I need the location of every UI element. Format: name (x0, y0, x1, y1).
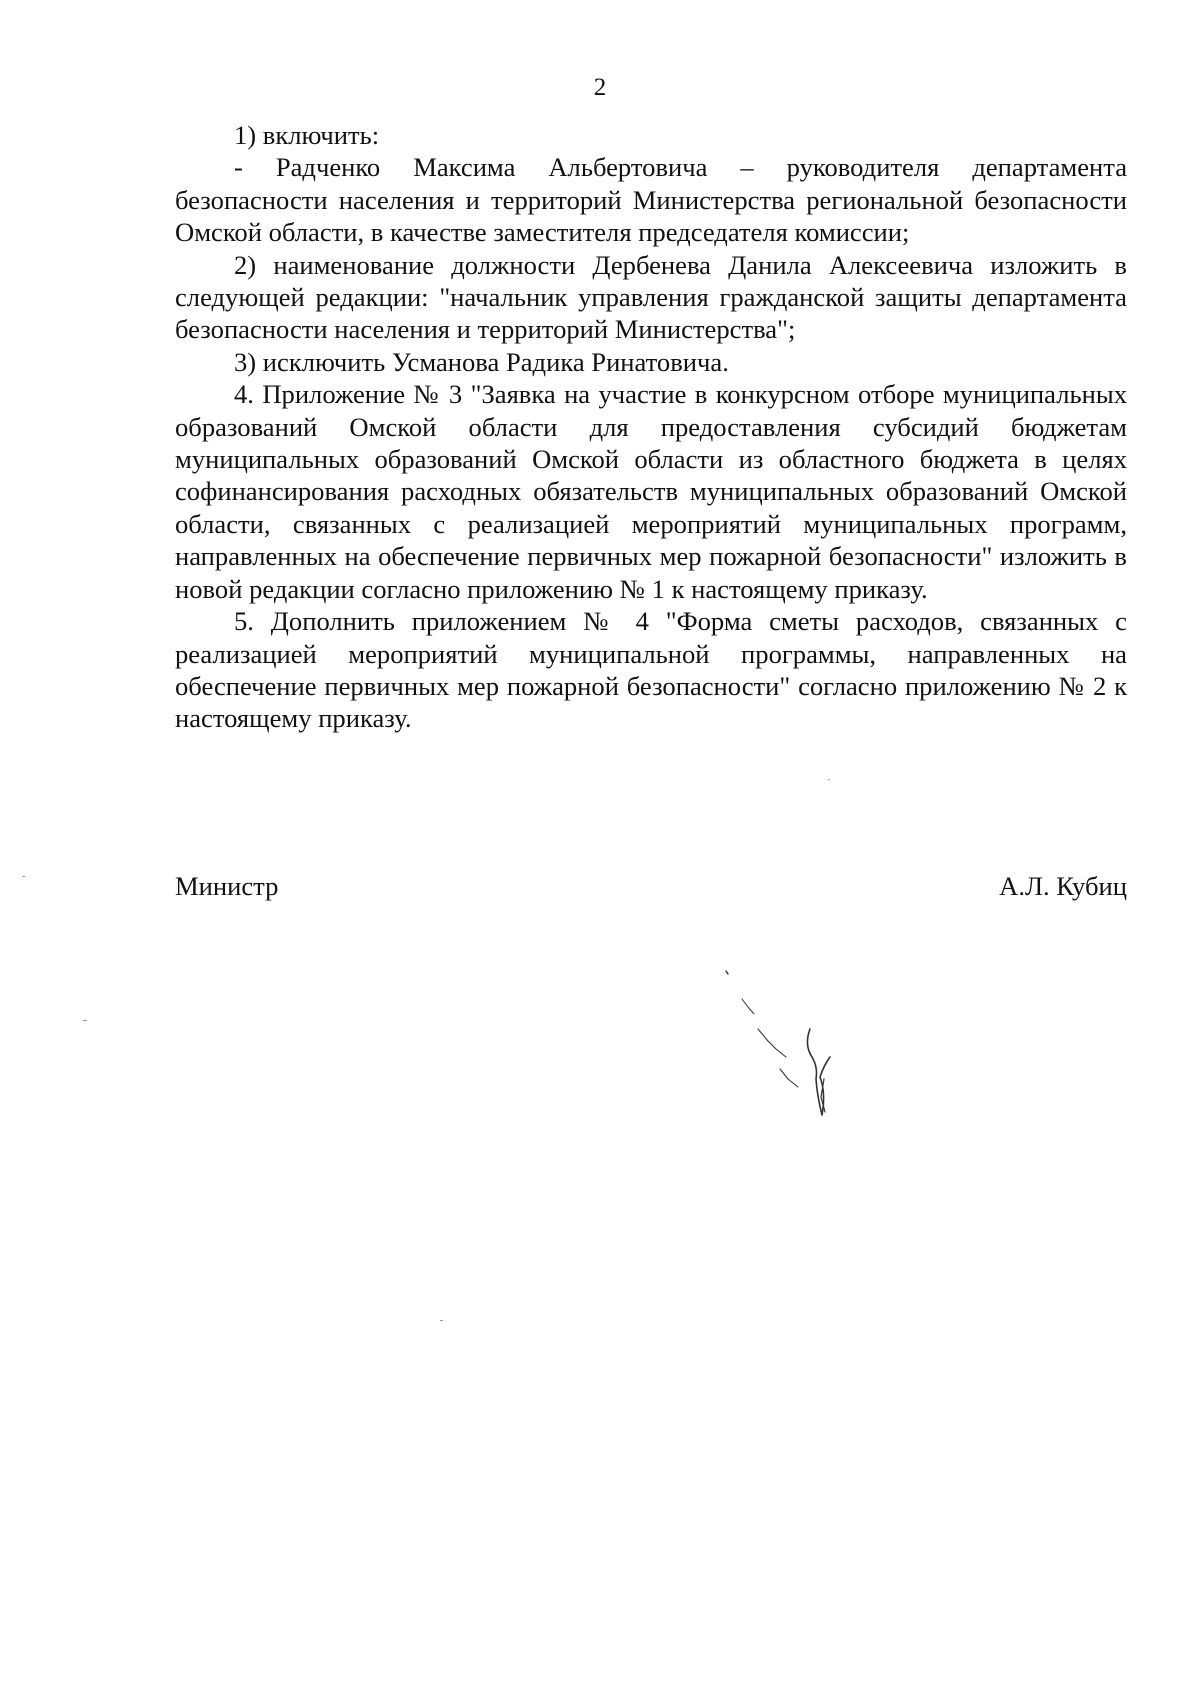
paragraph-appendix-4: 5. Дополнить приложением № 4 "Форма сметы расходов, связанных с реализацией мероприятий муниципальной программы, направленных на обеспечение первичных мер пожарной безопасности" согласно приложению № 2 к настоящему приказу. (175, 606, 1127, 734)
scan-speck (828, 779, 830, 780)
signature-block (175, 870, 1127, 906)
signer-name: А.Л. Кубиц (999, 871, 1127, 901)
scan-speck (22, 876, 25, 877)
scan-speck (440, 1320, 443, 1321)
scan-speck (83, 1020, 87, 1021)
handwritten-signature (718, 965, 848, 1125)
page-number: 2 (593, 74, 607, 101)
paragraph-exclude: 3) исключить Усманова Радика Ринатовича. (234, 346, 729, 377)
signer-position: Министр (175, 871, 279, 901)
paragraph-appendix-3: 4. Приложение № 3 "Заявка на участие в конкурсном отборе муниципальных образований Омской области для предоставления субсидий бюджетам муниципальных образований Омской области из областного бюджета в целях софинансирования расходных обязательств муниципальных образований Омской области, связанных с реализацией мероприятий муниципальных программ, направленных на обеспечение первичных мер пожарной безопасности" изложить в новой редакции согласно приложению № 1 к настоящему приказу. (175, 379, 1127, 604)
paragraph-radchenko: - Радченко Максима Альбертовича – руководителя департамента безопасности населения и территорий Министерства региональной безопасности Омской области, в качестве заместителя председателя комиссии; (175, 152, 1127, 248)
paragraph-derbenev: 2) наименование должности Дербенева Данила Алексеевича изложить в следующей редакции: "начальник управления гражданской защиты департамента безопасности населения и территорий Министерства"; (175, 249, 1127, 345)
paragraph-include: 1) включить: (234, 120, 380, 150)
document-body (175, 119, 1127, 735)
